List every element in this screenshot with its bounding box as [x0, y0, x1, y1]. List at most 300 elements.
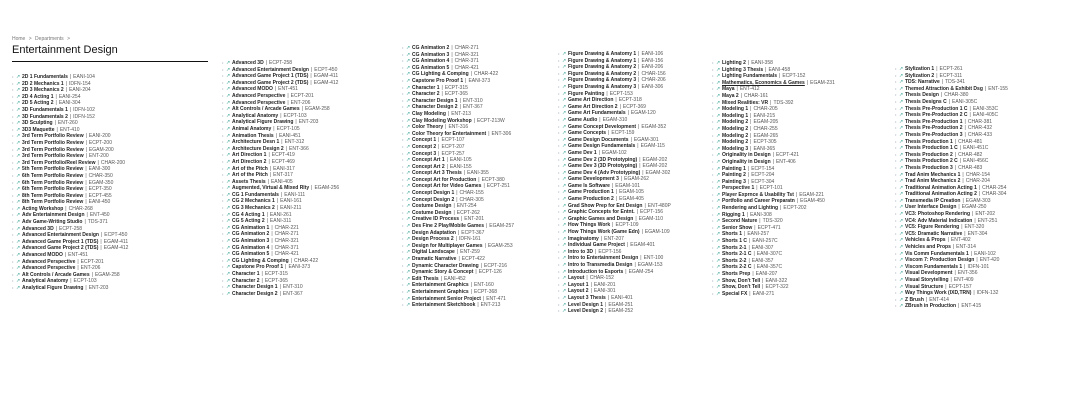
external-link-icon[interactable]: ↗ [562, 110, 567, 117]
external-link-icon[interactable]: ↗ [562, 196, 567, 203]
external-link-icon[interactable]: ↗ [716, 132, 721, 139]
course-name-link[interactable]: Advanced Game Project 2 (TDS) [232, 79, 309, 86]
external-link-icon[interactable]: ↗ [716, 66, 721, 73]
external-link-icon[interactable]: ↗ [899, 105, 904, 112]
course-name-link[interactable]: 3rd Term Portfolio Review [22, 153, 84, 160]
external-link-icon[interactable]: ↗ [716, 99, 721, 106]
course-name-link[interactable]: Game Art Direction [568, 97, 614, 104]
course-name-link[interactable]: Game Dev 2 (3D Prototyping) [568, 156, 638, 163]
external-link-icon[interactable]: ↗ [899, 270, 904, 277]
course-name-link[interactable]: Thesis Pre-Production 2 [905, 125, 963, 132]
external-link-icon[interactable]: ↗ [562, 57, 567, 64]
external-link-icon[interactable]: ↗ [16, 199, 21, 206]
external-link-icon[interactable]: ↗ [226, 271, 231, 277]
external-link-icon[interactable]: ↗ [562, 163, 567, 170]
external-link-icon[interactable]: ↗ [899, 171, 904, 178]
course-name-link[interactable]: Augmented, Virtual & Mixed Rlty [232, 185, 310, 192]
external-link-icon[interactable]: ↗ [406, 157, 411, 164]
course-name-link[interactable]: User Interface Design [905, 204, 957, 211]
external-link-icon[interactable]: ↗ [16, 245, 21, 252]
external-link-icon[interactable]: ↗ [899, 211, 904, 218]
external-link-icon[interactable]: ↗ [406, 64, 411, 71]
external-link-icon[interactable]: ↗ [899, 191, 904, 198]
external-link-icon[interactable]: ↗ [16, 192, 21, 199]
course-name-link[interactable]: CG Animation 4 [412, 58, 450, 65]
external-link-icon[interactable]: ↗ [562, 235, 567, 242]
course-name-link[interactable]: Character Design 2 [412, 104, 458, 111]
course-name-link[interactable]: Lighting 3 Thesis [722, 66, 764, 73]
external-link-icon[interactable]: ↗ [16, 232, 21, 239]
external-link-icon[interactable]: ↗ [716, 79, 721, 86]
course-name-link[interactable]: Stylization 1 [905, 66, 935, 72]
course-name-link[interactable]: How Things Work (Game Edn) [568, 229, 640, 236]
course-name-link[interactable]: CG 2 Mechanics 1 [232, 198, 275, 205]
external-link-icon[interactable]: ↗ [562, 90, 567, 97]
external-link-icon[interactable]: ↗ [716, 277, 721, 284]
external-link-icon[interactable]: ↗ [899, 250, 904, 257]
course-name-link[interactable]: Game Audio [568, 116, 598, 123]
external-link-icon[interactable]: ↗ [406, 110, 411, 117]
external-link-icon[interactable]: ↗ [562, 222, 567, 229]
external-link-icon[interactable]: ↗ [562, 288, 567, 295]
course-name-link[interactable]: Vehicles & Props [905, 237, 946, 244]
course-name-link[interactable]: 8th Term Portfolio Review [22, 192, 84, 199]
course-name-link[interactable]: Character 1 [232, 271, 260, 277]
external-link-icon[interactable]: ↗ [716, 73, 721, 80]
external-link-icon[interactable]: ↗ [226, 284, 231, 291]
course-name-link[interactable]: Traditional Animation Acting 2 [905, 191, 977, 198]
course-name-link[interactable]: Shorts Prep [722, 271, 751, 277]
external-link-icon[interactable]: ↗ [716, 191, 721, 198]
external-link-icon[interactable]: ↗ [716, 198, 721, 205]
external-link-icon[interactable]: ↗ [899, 257, 904, 264]
external-link-icon[interactable]: ↗ [16, 159, 21, 166]
course-name-link[interactable]: 2D 2 Mechanics 1 [22, 80, 64, 87]
external-link-icon[interactable]: ↗ [406, 176, 411, 183]
course-name-link[interactable]: Game Production 1 [568, 189, 614, 196]
external-link-icon[interactable]: ↗ [899, 277, 904, 283]
course-name-link[interactable]: CG Animation 1 [232, 224, 270, 231]
external-link-icon[interactable]: ↗ [16, 252, 21, 259]
course-name-link[interactable]: 6th Term Portfolio Review [22, 186, 84, 193]
external-link-icon[interactable]: ↗ [716, 271, 721, 277]
course-name-link[interactable]: Modeling 3 [722, 145, 749, 152]
external-link-icon[interactable]: ↗ [16, 278, 21, 285]
course-name-link[interactable]: Figure Drawing & Anatomy 3 [568, 83, 637, 90]
external-link-icon[interactable]: ↗ [406, 249, 411, 256]
course-name-link[interactable]: Viscom 7: Production Design [905, 257, 975, 264]
course-name-link[interactable]: Costume Design [412, 203, 452, 210]
external-link-icon[interactable]: ↗ [226, 277, 231, 284]
external-link-icon[interactable]: ↗ [899, 72, 904, 79]
external-link-icon[interactable]: ↗ [562, 83, 567, 90]
course-name-link[interactable]: Concept Design 1 [412, 190, 455, 197]
external-link-icon[interactable]: ↗ [899, 138, 904, 145]
external-link-icon[interactable]: ↗ [16, 212, 21, 219]
course-name-link[interactable]: VC5: Dramatic Narrative [905, 230, 963, 237]
external-link-icon[interactable]: ↗ [562, 116, 567, 123]
course-name-link[interactable]: Transmedia IP Creation [905, 197, 961, 204]
course-name-link[interactable]: 3D3 Maquette [22, 126, 55, 133]
external-link-icon[interactable]: ↗ [562, 301, 567, 308]
course-name-link[interactable]: Layout [568, 275, 585, 282]
course-name-link[interactable]: Figure Drawing & Anatomy 2 [568, 64, 637, 71]
external-link-icon[interactable]: ↗ [562, 308, 567, 315]
course-name-link[interactable]: Concept 1 [412, 137, 437, 144]
external-link-icon[interactable]: ↗ [562, 202, 567, 209]
course-name-link[interactable]: CG 5 Acting 2 [232, 218, 265, 225]
course-name-link[interactable]: Analytical Figure Drawing [22, 285, 84, 291]
course-name-link[interactable]: Modeling 2 [722, 132, 749, 139]
external-link-icon[interactable]: ↗ [562, 248, 567, 255]
external-link-icon[interactable]: ↗ [406, 269, 411, 276]
course-name-link[interactable]: Thesis Design [905, 92, 939, 99]
course-name-link[interactable]: 6th Term Portfolio Review [22, 179, 84, 186]
external-link-icon[interactable]: ↗ [406, 223, 411, 230]
external-link-icon[interactable]: ↗ [899, 178, 904, 185]
course-name-link[interactable]: Figure Drawing & Anatomy 1 [568, 51, 637, 57]
course-name-link[interactable]: Game Concepts [568, 130, 607, 137]
external-link-icon[interactable]: ↗ [716, 106, 721, 113]
external-link-icon[interactable]: ↗ [226, 257, 231, 264]
external-link-icon[interactable]: ↗ [226, 185, 231, 192]
external-link-icon[interactable]: ↗ [16, 258, 21, 265]
course-name-link[interactable]: Modeling 2 [722, 139, 749, 146]
external-link-icon[interactable]: ↗ [406, 288, 411, 295]
external-link-icon[interactable]: ↗ [226, 112, 231, 119]
course-name-link[interactable]: Art of the Pitch [232, 165, 268, 172]
external-link-icon[interactable]: ↗ [562, 51, 567, 57]
course-name-link[interactable]: Costume Design [412, 209, 452, 216]
course-name-link[interactable]: Thesis Pre-Production 2 C [905, 112, 968, 119]
external-link-icon[interactable]: ↗ [716, 119, 721, 126]
course-name-link[interactable]: Advanced MODO [232, 86, 273, 93]
external-link-icon[interactable]: ↗ [226, 244, 231, 251]
course-name-link[interactable]: Game Is Software [568, 182, 610, 189]
course-name-link[interactable]: Advanced Perspective [232, 99, 286, 106]
course-name-link[interactable]: 3D Fundamentals 2 [22, 113, 68, 120]
external-link-icon[interactable]: ↗ [716, 224, 721, 231]
external-link-icon[interactable]: ↗ [406, 58, 411, 65]
course-name-link[interactable]: Advanced Entertainment Design [232, 66, 309, 73]
course-name-link[interactable]: Shorts 1 C [722, 238, 748, 245]
course-name-link[interactable]: Rendering and Lighting [722, 205, 779, 212]
course-name-link[interactable]: Themed Attraction & Exhibit Dsg [905, 85, 983, 92]
external-link-icon[interactable]: ↗ [16, 146, 21, 153]
course-name-link[interactable]: Entertainment Graphics [412, 288, 469, 295]
external-link-icon[interactable]: ↗ [16, 271, 21, 278]
course-name-link[interactable]: Show, Don't Tell [722, 277, 761, 284]
course-name-link[interactable]: Thesis Pre-Production 3 [905, 131, 963, 138]
course-name-link[interactable]: Layout 1 [568, 281, 589, 288]
course-name-link[interactable]: Visual Development [905, 270, 953, 277]
course-name-link[interactable]: Clay Modeling [412, 110, 446, 117]
external-link-icon[interactable]: ↗ [406, 203, 411, 210]
course-name-link[interactable]: Adv Game-Writing Studio [22, 219, 83, 226]
course-name-link[interactable]: Maya 2 [722, 92, 739, 99]
course-name-link[interactable]: Advanced Game Project 2 (TDS) [22, 245, 99, 252]
external-link-icon[interactable]: ↗ [16, 87, 21, 94]
course-name-link[interactable]: Capstone Pro Proof 1 [412, 77, 464, 84]
course-name-link[interactable]: Lighting Fundamentals [722, 73, 777, 80]
course-name-link[interactable]: Capstone Pro Proof 1 [232, 264, 284, 271]
external-link-icon[interactable]: ↗ [716, 251, 721, 258]
external-link-icon[interactable]: ↗ [406, 275, 411, 282]
course-name-link[interactable]: 2D 3 Mechanics 2 [22, 87, 64, 94]
external-link-icon[interactable]: ↗ [716, 284, 721, 291]
course-name-link[interactable]: Advanced Perspective [232, 92, 286, 99]
external-link-icon[interactable]: ↗ [562, 176, 567, 183]
course-name-link[interactable]: Level Design 2 [568, 308, 604, 315]
external-link-icon[interactable]: ↗ [406, 183, 411, 190]
course-name-link[interactable]: Second Nature [722, 218, 758, 225]
course-name-link[interactable]: Mathematics, Economics & Games [722, 79, 805, 86]
external-link-icon[interactable]: ↗ [716, 125, 721, 132]
external-link-icon[interactable]: ↗ [406, 84, 411, 91]
course-name-link[interactable]: Character 2 [232, 277, 260, 284]
course-name-link[interactable]: Entertainment Senior Project [412, 295, 481, 302]
course-name-link[interactable]: Modeling 1 [722, 112, 749, 119]
course-name-link[interactable]: Modeling 1 [722, 106, 749, 113]
external-link-icon[interactable]: ↗ [716, 211, 721, 218]
external-link-icon[interactable]: ↗ [899, 290, 904, 297]
course-name-link[interactable]: Dynamic Character Drawing [412, 262, 479, 269]
course-name-link[interactable]: Architecture Desn 1 [232, 139, 280, 146]
course-name-link[interactable]: Creative ID Process [412, 216, 459, 223]
course-name-link[interactable]: Perspective 1 [722, 185, 755, 192]
external-link-icon[interactable]: ↗ [562, 242, 567, 249]
course-name-link[interactable]: Concept Art 3 Thesis [412, 170, 462, 177]
course-name-link[interactable]: Advanced Entertainment Design [22, 232, 99, 239]
course-name-link[interactable]: Originality in Design [722, 152, 771, 159]
external-link-icon[interactable]: ↗ [226, 132, 231, 139]
external-link-icon[interactable]: ↗ [226, 73, 231, 80]
course-name-link[interactable]: Trad Anim Mechanics 2 [905, 178, 961, 185]
external-link-icon[interactable]: ↗ [406, 124, 411, 131]
course-name-link[interactable]: Intro to 3D [568, 248, 593, 255]
external-link-icon[interactable]: ↗ [16, 153, 21, 160]
course-name-link[interactable]: Originality in Design [722, 158, 771, 165]
course-name-link[interactable]: Animation Thesis [232, 132, 274, 139]
external-link-icon[interactable]: ↗ [226, 218, 231, 225]
course-name-link[interactable]: Painting 1 [722, 165, 746, 172]
course-name-link[interactable]: Vehicles and Props [905, 244, 951, 251]
external-link-icon[interactable]: ↗ [226, 60, 231, 66]
course-name-link[interactable]: Grad Show Prep for Ent Design [568, 202, 643, 209]
external-link-icon[interactable]: ↗ [562, 209, 567, 216]
external-link-icon[interactable]: ↗ [899, 197, 904, 204]
external-link-icon[interactable]: ↗ [562, 281, 567, 288]
external-link-icon[interactable]: ↗ [16, 74, 21, 80]
external-link-icon[interactable]: ↗ [226, 290, 231, 297]
course-name-link[interactable]: Advanced MODO [22, 252, 63, 259]
course-name-link[interactable]: Advanced Perspective [22, 265, 76, 272]
external-link-icon[interactable]: ↗ [899, 131, 904, 138]
course-name-link[interactable]: Figure Painting [568, 90, 605, 97]
external-link-icon[interactable]: ↗ [562, 169, 567, 176]
external-link-icon[interactable]: ↗ [226, 172, 231, 179]
course-name-link[interactable]: CG 1 Fundamentals [232, 191, 279, 198]
external-link-icon[interactable]: ↗ [716, 158, 721, 165]
external-link-icon[interactable]: ↗ [899, 283, 904, 290]
course-name-link[interactable]: Graphic Concepts for Entnt. [568, 209, 635, 216]
external-link-icon[interactable]: ↗ [226, 211, 231, 218]
external-link-icon[interactable]: ↗ [899, 230, 904, 237]
external-link-icon[interactable]: ↗ [16, 219, 21, 226]
external-link-icon[interactable]: ↗ [716, 86, 721, 93]
course-name-link[interactable]: Graphic Games and Design [568, 215, 634, 222]
course-name-link[interactable]: CG Lighting & Comping [232, 257, 289, 264]
course-name-link[interactable]: Z Brush [905, 296, 924, 303]
course-name-link[interactable]: CG Animation 5 [232, 251, 270, 258]
external-link-icon[interactable]: ↗ [562, 70, 567, 77]
course-name-link[interactable]: 2D 1 Fundamentals [22, 74, 68, 80]
external-link-icon[interactable]: ↗ [226, 238, 231, 245]
external-link-icon[interactable]: ↗ [406, 229, 411, 236]
course-name-link[interactable]: Shorts 2-1 [722, 244, 747, 251]
course-name-link[interactable]: Show, Don't Tell [722, 284, 761, 291]
course-name-link[interactable]: How Things Work [568, 222, 611, 229]
external-link-icon[interactable]: ↗ [716, 172, 721, 179]
course-name-link[interactable]: Mixed Realities: VR [722, 99, 769, 106]
external-link-icon[interactable]: ↗ [226, 92, 231, 99]
course-name-link[interactable]: Character Design 2 [232, 290, 278, 297]
external-link-icon[interactable]: ↗ [899, 118, 904, 125]
external-link-icon[interactable]: ↗ [226, 205, 231, 212]
course-name-link[interactable]: Figure Drawing & Anatomy 3 [568, 77, 637, 84]
course-name-link[interactable]: Trad Anim Mechanics 1 [905, 171, 961, 178]
external-link-icon[interactable]: ↗ [899, 98, 904, 105]
course-name-link[interactable]: Modeling 2 [722, 125, 749, 132]
course-name-link[interactable]: Design Process 2 [412, 236, 454, 243]
course-name-link[interactable]: Traditional Animation Acting 1 [905, 184, 977, 191]
course-name-link[interactable]: Level Design 1 [568, 301, 604, 308]
course-name-link[interactable]: Art Direction 2 [232, 158, 267, 165]
course-name-link[interactable]: Concept 2 [412, 143, 437, 150]
external-link-icon[interactable]: ↗ [562, 275, 567, 282]
course-name-link[interactable]: Edit Thesis [412, 275, 439, 282]
course-name-link[interactable]: Concept 3 [412, 150, 437, 157]
course-name-link[interactable]: Advanced Game Project 1 (TDS) [22, 238, 99, 245]
external-link-icon[interactable]: ↗ [899, 66, 904, 72]
external-link-icon[interactable]: ↗ [406, 196, 411, 203]
course-name-link[interactable]: 3rd Term Portfolio Review [22, 139, 84, 146]
course-name-link[interactable]: ZBrush in Production [905, 303, 957, 310]
external-link-icon[interactable]: ↗ [562, 97, 567, 104]
course-name-link[interactable]: Figure Drawing & Anatomy 2 [568, 70, 637, 77]
external-link-icon[interactable]: ↗ [899, 204, 904, 211]
course-name-link[interactable]: Alt Controls / Arcade Games [232, 106, 300, 113]
course-name-link[interactable]: Thesis Production 2 [905, 151, 953, 158]
course-name-link[interactable]: Figure Drawing & Anatomy 1 [568, 57, 637, 64]
external-link-icon[interactable]: ↗ [406, 104, 411, 111]
course-name-link[interactable]: CG Animation 5 [412, 64, 450, 71]
external-link-icon[interactable]: ↗ [899, 244, 904, 251]
external-link-icon[interactable]: ↗ [16, 179, 21, 186]
external-link-icon[interactable]: ↗ [899, 112, 904, 119]
external-link-icon[interactable]: ↗ [16, 186, 21, 193]
course-name-link[interactable]: Digital Landscape [412, 249, 455, 256]
course-name-link[interactable]: VC5: Figure Rendering [905, 224, 960, 231]
external-link-icon[interactable]: ↗ [226, 139, 231, 146]
external-link-icon[interactable]: ↗ [406, 97, 411, 104]
external-link-icon[interactable]: ↗ [226, 224, 231, 231]
external-link-icon[interactable]: ↗ [16, 106, 21, 113]
external-link-icon[interactable]: ↗ [406, 71, 411, 78]
external-link-icon[interactable]: ↗ [562, 189, 567, 196]
course-name-link[interactable]: Design Adaptation [412, 229, 456, 236]
external-link-icon[interactable]: ↗ [226, 86, 231, 93]
external-link-icon[interactable]: ↗ [899, 224, 904, 231]
external-link-icon[interactable]: ↗ [16, 120, 21, 127]
course-name-link[interactable]: Design for Multiplayer Games [412, 242, 483, 249]
course-name-link[interactable]: Entertainment Graphics [412, 282, 469, 289]
course-name-link[interactable]: Analytical Figure Drawing [232, 119, 294, 126]
course-name-link[interactable]: 3D Fundamentals 1 [22, 106, 68, 113]
external-link-icon[interactable]: ↗ [716, 257, 721, 264]
course-name-link[interactable]: 2D 4 Acting 1 [22, 93, 54, 100]
external-link-icon[interactable]: ↗ [899, 237, 904, 244]
external-link-icon[interactable]: ↗ [16, 172, 21, 179]
course-name-link[interactable]: Shorts 2-2 [722, 257, 747, 264]
external-link-icon[interactable]: ↗ [406, 163, 411, 170]
external-link-icon[interactable]: ↗ [716, 244, 721, 251]
course-name-link[interactable]: Imaginatomy [568, 235, 599, 242]
external-link-icon[interactable]: ↗ [562, 123, 567, 130]
course-name-link[interactable]: Thesis Production 1 [905, 138, 953, 145]
course-name-link[interactable]: Intro to Transmedia Design [568, 262, 633, 268]
external-link-icon[interactable]: ↗ [226, 264, 231, 271]
course-name-link[interactable]: Game Development 3 [568, 176, 619, 183]
course-name-link[interactable]: Adv Entertainment Design [22, 212, 85, 219]
external-link-icon[interactable]: ↗ [226, 178, 231, 185]
external-link-icon[interactable]: ↗ [406, 236, 411, 243]
course-name-link[interactable]: Thesis Pre-Production 1 [905, 118, 963, 125]
external-link-icon[interactable]: ↗ [562, 255, 567, 262]
external-link-icon[interactable]: ↗ [562, 156, 567, 163]
course-name-link[interactable]: Advanced 3D [232, 60, 264, 66]
course-name-link[interactable]: Way Things Work (IXD,TRN) [905, 290, 972, 297]
external-link-icon[interactable]: ↗ [899, 92, 904, 99]
course-name-link[interactable]: Game Art Direction 2 [568, 103, 618, 110]
course-name-link[interactable]: Character Design 1 [412, 97, 458, 104]
course-name-link[interactable]: Concept Design 2 [412, 196, 455, 203]
course-name-link[interactable]: Concept Art for Video Games [412, 183, 482, 190]
course-name-link[interactable]: Game Concept Development [568, 123, 637, 130]
course-name-link[interactable]: 3D Sculpting [22, 120, 53, 127]
external-link-icon[interactable]: ↗ [899, 145, 904, 152]
external-link-icon[interactable]: ↗ [406, 262, 411, 269]
course-name-link[interactable]: Game Dev 3 (3D Prototyping) [568, 163, 638, 170]
external-link-icon[interactable]: ↗ [16, 126, 21, 133]
course-name-link[interactable]: Game Dev 1 [568, 149, 597, 156]
external-link-icon[interactable]: ↗ [16, 133, 21, 140]
external-link-icon[interactable]: ↗ [899, 158, 904, 165]
external-link-icon[interactable]: ↗ [562, 77, 567, 84]
external-link-icon[interactable]: ↗ [562, 229, 567, 236]
course-name-link[interactable]: Advanced 3D [22, 225, 54, 232]
external-link-icon[interactable]: ↗ [226, 145, 231, 152]
external-link-icon[interactable]: ↗ [406, 295, 411, 302]
course-name-link[interactable]: CG Lighting & Comping [412, 71, 469, 78]
course-name-link[interactable]: Analytical Anatomy [232, 112, 279, 119]
course-name-link[interactable]: 3rd Term Portfolio Review [22, 133, 84, 140]
external-link-icon[interactable]: ↗ [716, 60, 721, 66]
external-link-icon[interactable]: ↗ [899, 164, 904, 171]
course-name-link[interactable]: Rigging 1 [722, 211, 745, 218]
course-name-link[interactable]: Game Dev 4 (Adv Prototyping) [568, 169, 641, 176]
external-link-icon[interactable]: ↗ [406, 51, 411, 58]
